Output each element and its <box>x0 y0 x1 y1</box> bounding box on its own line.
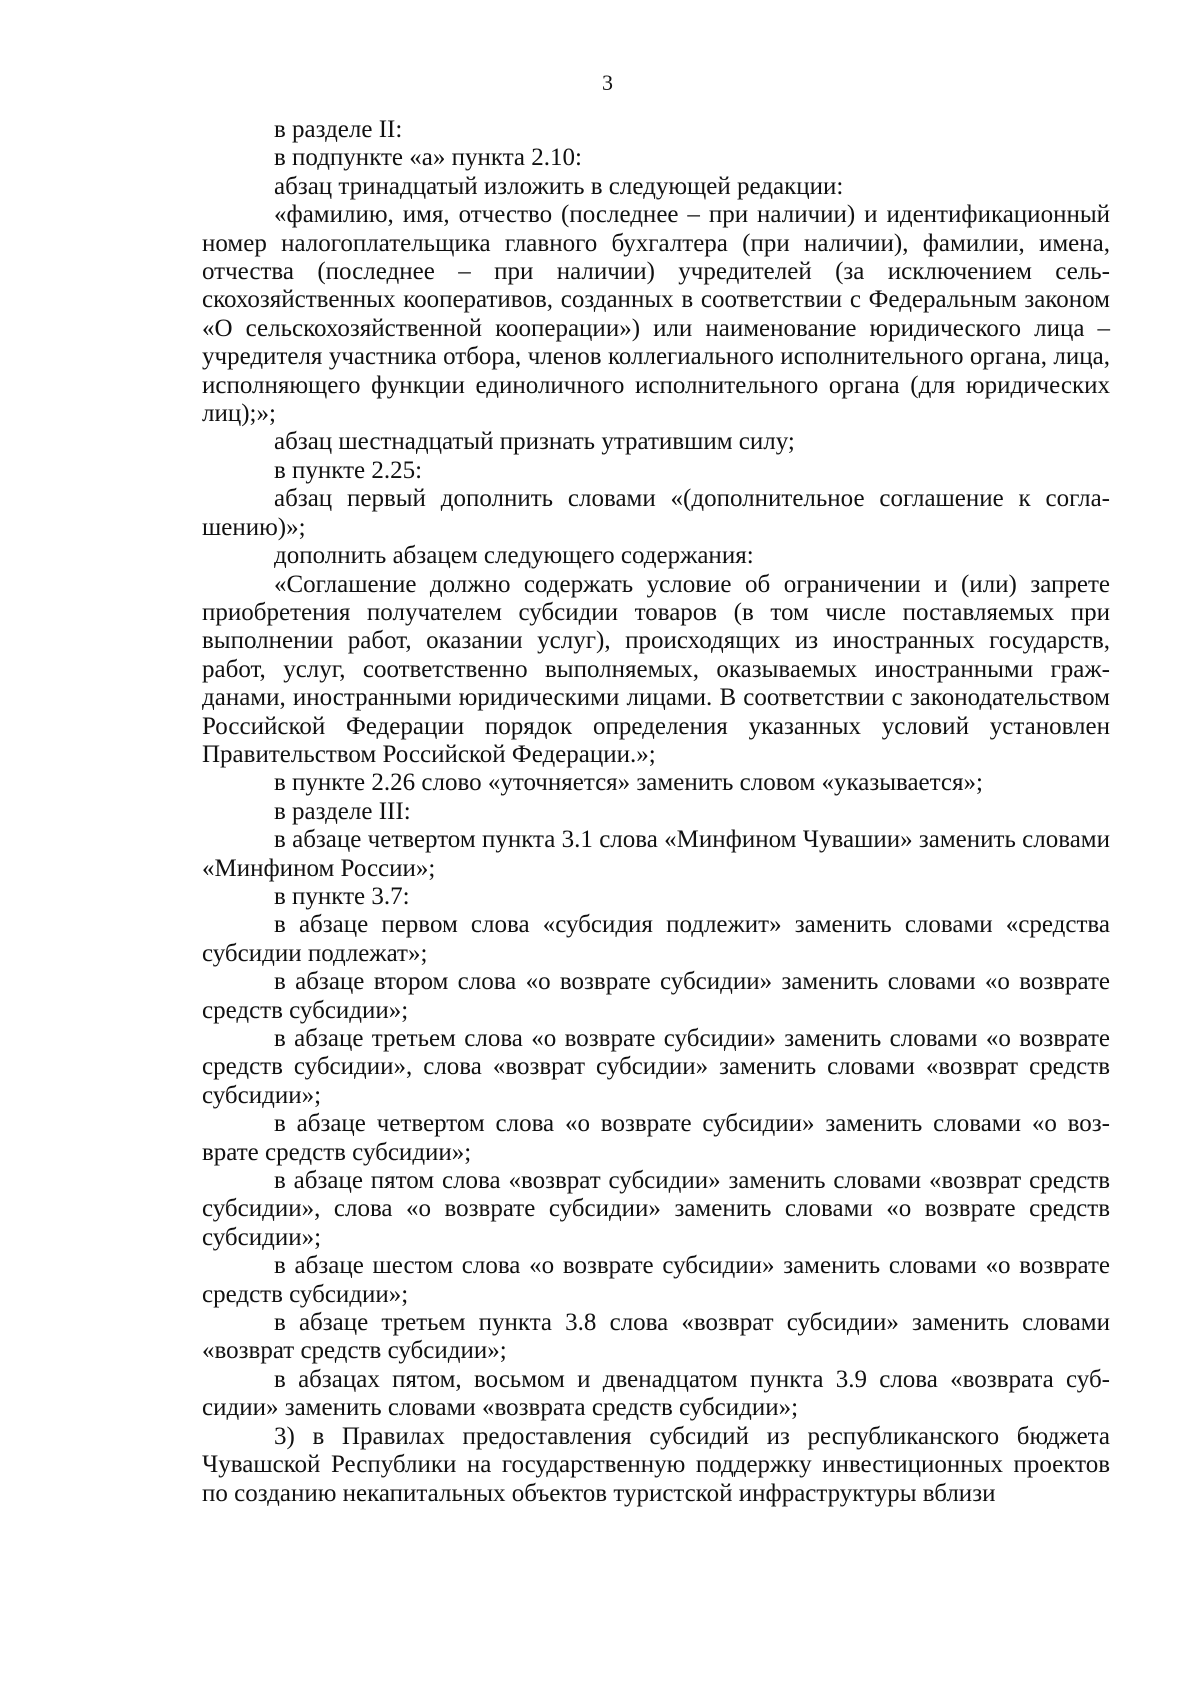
paragraph-15: в абзаце втором слова «о возврате субсидии» заменить словами «о возврате средств субсидии»; <box>202 968 1110 1024</box>
paragraph-7: абзац первый дополнить словами «(дополнительное соглашение к соглашению)»; <box>202 485 1110 541</box>
paragraph-14: в абзаце первом слова «субсидия подлежит» заменить словами «средства субсидии подлежат»; <box>202 911 1110 967</box>
paragraph-1: в разделе II: <box>274 116 403 143</box>
paragraph-13: в пункте 3.7: <box>274 882 410 910</box>
paragraph-3: абзац тринадцатый изложить в следующей редакции: <box>274 172 844 200</box>
paragraph-19: в абзаце шестом слова «о возврате субсидии» заменить словами «о возврате средств субсидии»; <box>202 1252 1110 1308</box>
paragraph-18: в абзаце пятом слова «возврат субсидии» заменить словами «возврат средств субсидии», слова «о возврате субсидии» заменить словами «о возврате средств субсидии»; <box>202 1167 1110 1251</box>
document-body <box>202 116 1110 1508</box>
paragraph-8: дополнить абзацем следующего содержания: <box>274 542 754 570</box>
paragraph-12: в абзаце четвертом пункта 3.1 слова «Минфином Чувашии» заменить словами «Минфином России»; <box>202 826 1110 882</box>
paragraph-2: в подпункте «а» пункта 2.10: <box>274 144 582 172</box>
paragraph-11: в разделе III: <box>274 797 411 825</box>
paragraph-4: «фамилию, имя, отчество (последнее – при наличии) и идентификационный номер налогоплательщика главного бухгалтера (при наличии), фамилии, имена, отчества (последнее – при наличии) учредителей (за исключением сельскохозяйственных кооперативов, созданных в соответствии с Федеральным законом «О сельскохозяйственной кооперации») или наименование юридического лица – учредителя участника отбора, членов коллегиального исполнительного органа, лица, исполняющего функции единоличного исполнительного органа (для юридических лиц);»; <box>202 201 1110 428</box>
paragraph-17: в абзаце четвертом слова «о возврате субсидии» заменить словами «о возврате средств субсидии»; <box>202 1110 1110 1166</box>
paragraph-6: в пункте 2.25: <box>274 456 423 484</box>
paragraph-5: абзац шестнадцатый признать утратившим силу; <box>274 428 795 456</box>
page-number: 3 <box>602 70 613 95</box>
paragraph-21: в абзацах пятом, восьмом и двенадцатом пункта 3.9 слова «возврата субсидии» заменить словами «возврата средств субсидии»; <box>202 1365 1110 1422</box>
paragraph-9: «Соглашение должно содержать условие об ограничении и (или) запрете приобретения получателем субсидии товаров (в том числе поставляемых при выполнении работ, оказании услуг), происходящих из иностранных государств, работ, услуг, соответственно выполняемых, оказываемых иностранными гражданами, иностранными юридическими лицами. В соответствии с законодательством Российской Федерации порядок определения указанных условий установлен Правительством Российской Федерации.»; <box>202 570 1110 768</box>
paragraph-16: в абзаце третьем слова «о возврате субсидии» заменить словами «о возврате средств субсидии», слова «возврат субсидии» заменить словами «возврат средств субсидии»; <box>202 1025 1110 1109</box>
paragraph-22: 3) в Правилах предоставления субсидий из республиканского бюджета Чувашской Республики на государственную поддержку инвестиционных проектов по созданию некапитальных объектов туристской инфраструктуры вблизи <box>202 1422 1110 1507</box>
paragraph-10: в пункте 2.26 слово «уточняется» заменить словом «указывается»; <box>274 769 983 797</box>
paragraph-20: в абзаце третьем пункта 3.8 слова «возврат субсидии» заменить словами «возврат средств субсидии»; <box>202 1309 1110 1365</box>
